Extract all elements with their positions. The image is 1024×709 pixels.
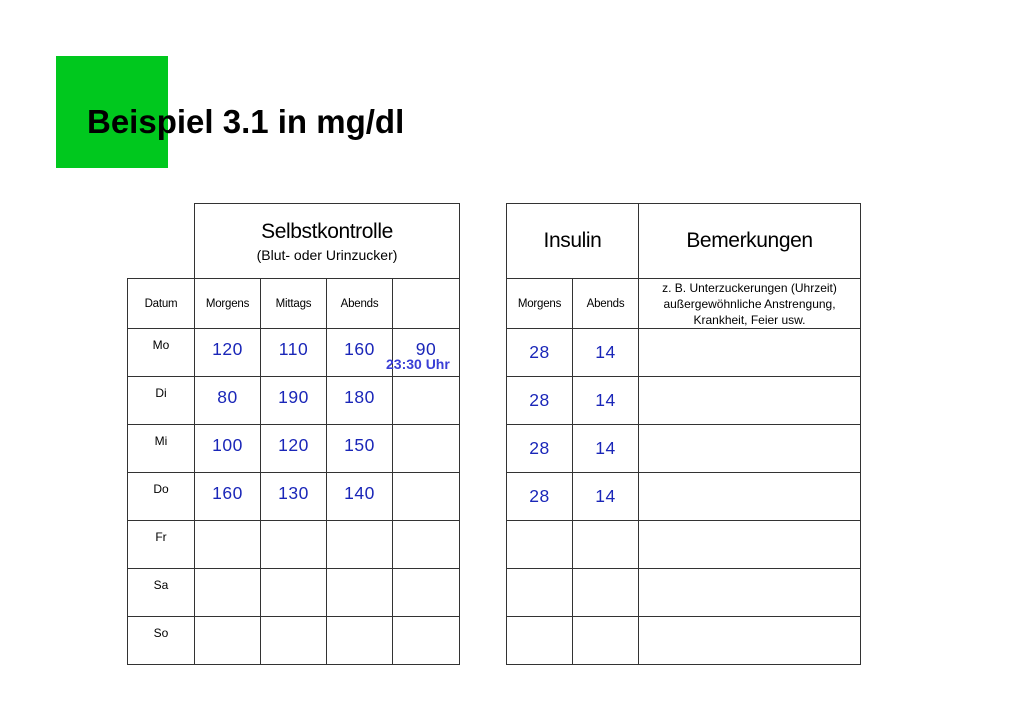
column-header-datum: Datum <box>128 279 195 329</box>
glucose-extra-cell: 90 <box>393 329 460 377</box>
glucose-abends-cell <box>327 521 393 569</box>
insulin-column-abends: Abends <box>573 279 639 329</box>
insulin-morgens-cell <box>507 569 573 617</box>
glucose-mittags-cell <box>261 617 327 665</box>
insulin-bemerkungen-table <box>506 203 861 665</box>
selbstkontrolle-header <box>195 204 460 279</box>
table-row <box>128 377 460 425</box>
glucose-mittags-cell: 110 <box>261 329 327 377</box>
table-row <box>507 473 861 521</box>
insulin-abends-cell <box>573 569 639 617</box>
selbstkontrolle-subheading: (Blut- oder Urinzucker) <box>256 246 398 263</box>
glucose-abends-cell <box>327 617 393 665</box>
glucose-morgens-cell <box>195 569 261 617</box>
insulin-abends-cell: 14 <box>573 425 639 473</box>
glucose-mittags-cell <box>261 521 327 569</box>
day-cell: Di <box>128 377 195 425</box>
table-row <box>128 425 460 473</box>
glucose-extra-cell <box>393 521 460 569</box>
table-row <box>507 377 861 425</box>
selbstkontrolle-heading: Selbstkontrolle <box>261 219 393 243</box>
glucose-mittags-cell: 190 <box>261 377 327 425</box>
bemerkungen-cell <box>639 473 861 521</box>
insulin-abends-cell <box>573 521 639 569</box>
bemerkungen-subheading-line: z. B. Unterzuckerungen (Uhrzeit) <box>662 280 837 295</box>
bemerkungen-subheading <box>639 279 861 329</box>
glucose-morgens-cell: 160 <box>195 473 261 521</box>
bemerkungen-cell <box>639 377 861 425</box>
empty-corner-cell <box>128 204 195 279</box>
time-note: 23:30 Uhr <box>386 356 450 372</box>
day-cell: Mi <box>128 425 195 473</box>
table-row <box>507 617 861 665</box>
day-cell: Fr <box>128 521 195 569</box>
insulin-morgens-cell <box>507 617 573 665</box>
table-row <box>507 569 861 617</box>
glucose-morgens-cell <box>195 617 261 665</box>
glucose-extra-cell <box>393 617 460 665</box>
table-row <box>507 521 861 569</box>
insulin-morgens-cell: 28 <box>507 329 573 377</box>
table-row <box>507 329 861 377</box>
insulin-morgens-cell: 28 <box>507 473 573 521</box>
column-header-morgens: Morgens <box>195 279 261 329</box>
glucose-abends-cell: 140 <box>327 473 393 521</box>
glucose-abends-cell: 160 <box>327 329 393 377</box>
bemerkungen-cell <box>639 329 861 377</box>
day-cell: Sa <box>128 569 195 617</box>
table-row <box>128 569 460 617</box>
insulin-header <box>507 204 639 279</box>
table-row <box>507 425 861 473</box>
glucose-morgens-cell: 80 <box>195 377 261 425</box>
insulin-morgens-cell <box>507 521 573 569</box>
insulin-abends-cell: 14 <box>573 329 639 377</box>
glucose-extra-cell <box>393 569 460 617</box>
bemerkungen-heading: Bemerkungen <box>686 229 813 252</box>
glucose-abends-cell <box>327 569 393 617</box>
glucose-extra-cell <box>393 425 460 473</box>
glucose-morgens-cell: 100 <box>195 425 261 473</box>
insulin-column-morgens: Morgens <box>507 279 573 329</box>
insulin-abends-cell: 14 <box>573 377 639 425</box>
table-row <box>128 617 460 665</box>
column-header-abends: Abends <box>327 279 393 329</box>
glucose-mittags-cell: 130 <box>261 473 327 521</box>
glucose-abends-cell: 150 <box>327 425 393 473</box>
day-cell: Do <box>128 473 195 521</box>
glucose-morgens-cell: 120 <box>195 329 261 377</box>
bemerkungen-cell <box>639 617 861 665</box>
glucose-mittags-cell <box>261 569 327 617</box>
day-cell: So <box>128 617 195 665</box>
bemerkungen-cell <box>639 521 861 569</box>
table-row <box>128 521 460 569</box>
bemerkungen-cell <box>639 425 861 473</box>
glucose-abends-cell: 180 <box>327 377 393 425</box>
bemerkungen-header <box>639 204 861 279</box>
glucose-mittags-cell: 120 <box>261 425 327 473</box>
insulin-abends-cell <box>573 617 639 665</box>
column-header-mittags: Mittags <box>261 279 327 329</box>
bemerkungen-subheading-line: außergewöhnliche Anstrengung, <box>663 296 836 311</box>
column-header-extra <box>393 279 460 329</box>
insulin-abends-cell: 14 <box>573 473 639 521</box>
table-row <box>128 473 460 521</box>
glucose-extra-cell <box>393 377 460 425</box>
insulin-morgens-cell: 28 <box>507 377 573 425</box>
insulin-heading: Insulin <box>543 229 602 252</box>
glucose-extra-cell <box>393 473 460 521</box>
bemerkungen-cell <box>639 569 861 617</box>
day-cell: Mo <box>128 329 195 377</box>
insulin-morgens-cell: 28 <box>507 425 573 473</box>
glucose-morgens-cell <box>195 521 261 569</box>
bemerkungen-subheading-line: Krankheit, Feier usw. <box>693 312 806 327</box>
selbstkontrolle-table <box>127 203 460 665</box>
slide-title: Beispiel 3.1 in mg/dl <box>87 103 405 140</box>
